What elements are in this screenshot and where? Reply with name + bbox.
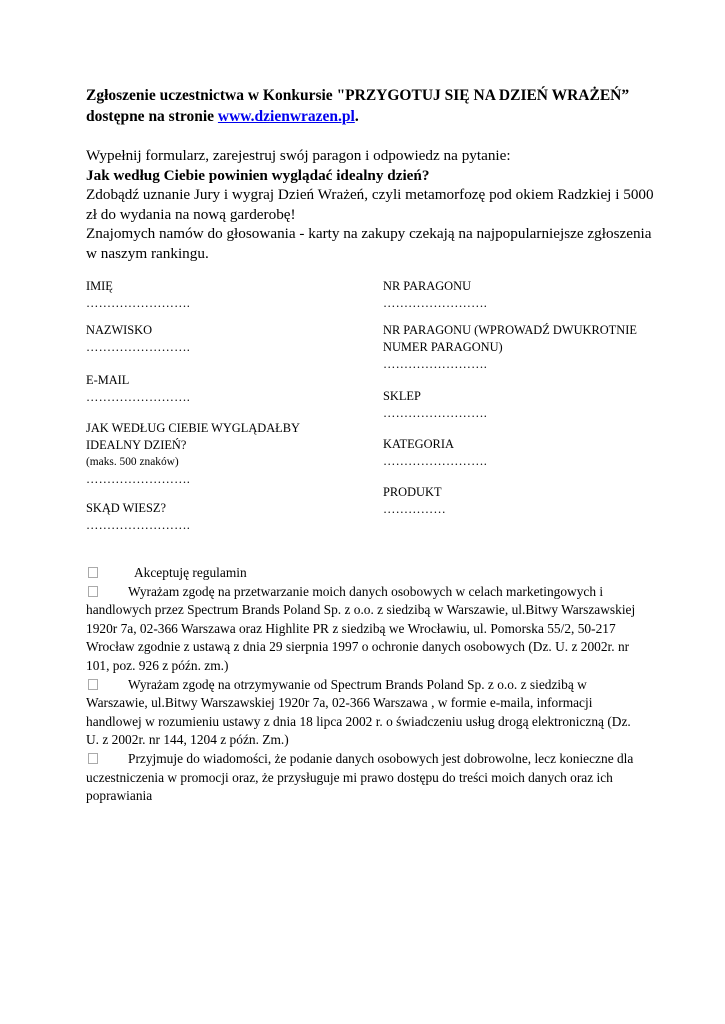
email-field (86, 372, 190, 406)
marketing-text-1: Wyrażam zgodę na przetwarzanie moich danych osobowych w celach marketingowych i (128, 583, 604, 599)
idealny-dzien-input[interactable]: ……………………. (86, 472, 191, 486)
title-suffix: . (354, 108, 359, 125)
paragon-repeat-field (383, 322, 637, 373)
paragon-repeat-label-1: NR PARAGONU (WPROWADŹ DWUKROTNIE (383, 323, 637, 337)
skad-wiesz-input[interactable]: ……………………. (86, 518, 191, 532)
consents-section (86, 564, 656, 806)
sklep-field (383, 388, 487, 422)
consent-email (86, 676, 656, 695)
imie-input[interactable]: ……………………. (86, 296, 191, 310)
intro-line-5: Znajomych namów do głosowania - karty na zakupy czekają na najpopularniejsze zgłoszenia (86, 225, 652, 242)
marketing-text-3: 1920r 7a, 02-366 Warszawa oraz Highlite PR z siedzibą we Wrocławiu, ul. Pomorska 55/2, 50-217 (86, 620, 616, 636)
consent-marketing (86, 583, 656, 602)
email-consent-text-1: Wyrażam zgodę na otrzymywanie od Spectrum Brands Poland Sp. z o.o. z siedzibą w (128, 676, 587, 692)
paragon-input[interactable]: ……………………. (383, 296, 488, 310)
nazwisko-input[interactable]: ……………………. (86, 340, 191, 354)
imie-field (86, 278, 190, 312)
intro-line-3: Zdobądź uznanie Jury i wygraj Dzień Wrażeń, czyli metamorfozę pod okiem Radzkiej i 5000 (86, 186, 654, 203)
kategoria-field (383, 436, 487, 470)
produkt-label: PRODUKT (383, 485, 442, 499)
info-checkbox[interactable] (88, 753, 98, 764)
info-text-3: poprawiania (86, 788, 153, 804)
skad-wiesz-label: SKĄD WIESZ? (86, 501, 166, 515)
produkt-input[interactable]: …………… (383, 502, 446, 516)
info-text-2: uczestniczenia w promocji oraz, że przysługuje mi prawo dostępu do treści moich danych oraz ich (86, 769, 613, 785)
intro-line-4: zł do wydania na nową garderobę! (86, 205, 296, 223)
sklep-input[interactable]: ……………………. (383, 406, 488, 420)
kategoria-input[interactable]: ……………………. (383, 454, 488, 468)
intro-question: Jak według Ciebie powinien wyglądać idealny dzień? (86, 166, 430, 184)
email-label: E-MAIL (86, 373, 130, 387)
nazwisko-field (86, 322, 190, 356)
paragon-label: NR PARAGONU (383, 279, 472, 293)
consent-regulamin (86, 564, 656, 583)
marketing-text-2: handlowych przez Spectrum Brands Poland Sp. z o.o. z siedzibą w Warszawie, ul.Bitwy Warszawskiej (86, 602, 636, 618)
email-consent-checkbox[interactable] (88, 679, 98, 690)
idealny-dzien-label-1: JAK WEDŁUG CIEBIE WYGLĄDAŁBY (86, 421, 300, 435)
title-line-1: Zgłoszenie uczestnictwa w Konkursie "PRZYGOTUJ SIĘ NA DZIEŃ WRAŻEŃ” (86, 87, 630, 104)
paragon-field (383, 278, 487, 312)
idealny-dzien-label-2: IDEALNY DZIEŃ? (86, 438, 187, 452)
regulamin-checkbox[interactable] (88, 567, 98, 578)
nazwisko-label: NAZWISKO (86, 323, 153, 337)
intro-text (86, 146, 656, 263)
paragon-repeat-label-2: NUMER PARAGONU) (383, 340, 503, 354)
marketing-text-5: 101, poz. 926 z późn. zm.) (86, 657, 229, 673)
email-consent-text-2: Warszawie, ul.Bitwy Warszawskiej 1920r 7a, 02-366 Warszawa , w formie e-maila, informacji (86, 695, 593, 711)
intro-line-6: w naszym rankingu. (86, 244, 209, 262)
marketing-text-4: Wrocław zgodnie z ustawą z dnia 29 sierpnia 1997 o ochronie danych osobowych (Dz. U. z 2002r. nr (86, 639, 630, 655)
paragon-repeat-input[interactable]: ……………………. (383, 357, 488, 371)
regulamin-label: Akceptuję regulamin (134, 565, 247, 580)
document-header (86, 85, 646, 127)
imie-label: IMIĘ (86, 279, 113, 293)
idealny-dzien-field (86, 420, 300, 488)
sklep-label: SKLEP (383, 389, 421, 403)
consent-info (86, 750, 656, 769)
website-link[interactable]: www.dzienwrazen.pl (217, 108, 355, 125)
email-consent-text-3: handlowej w rozumieniu ustawy z dnia 18 lipca 2002 r. o świadczeniu usług drogą elektroniczną (Dz. (86, 713, 631, 729)
produkt-field (383, 484, 446, 518)
kategoria-label: KATEGORIA (383, 437, 454, 451)
idealny-dzien-hint: (maks. 500 znaków) (86, 456, 179, 468)
skad-wiesz-field (86, 500, 190, 534)
title-line-2 (86, 106, 646, 127)
title-prefix: dostępne na stronie (86, 108, 218, 125)
intro-line-1: Wypełnij formularz, zarejestruj swój paragon i odpowiedz na pytanie: (86, 147, 511, 164)
email-consent-text-4: U. z 2002r. nr 144, 1204 z późn. Zm.) (86, 732, 289, 748)
email-input[interactable]: ……………………. (86, 390, 191, 404)
info-text-1: Przyjmuje do wiadomości, że podanie danych osobowych jest dobrowolne, lecz konieczne dla (128, 750, 634, 766)
marketing-checkbox[interactable] (88, 586, 98, 597)
